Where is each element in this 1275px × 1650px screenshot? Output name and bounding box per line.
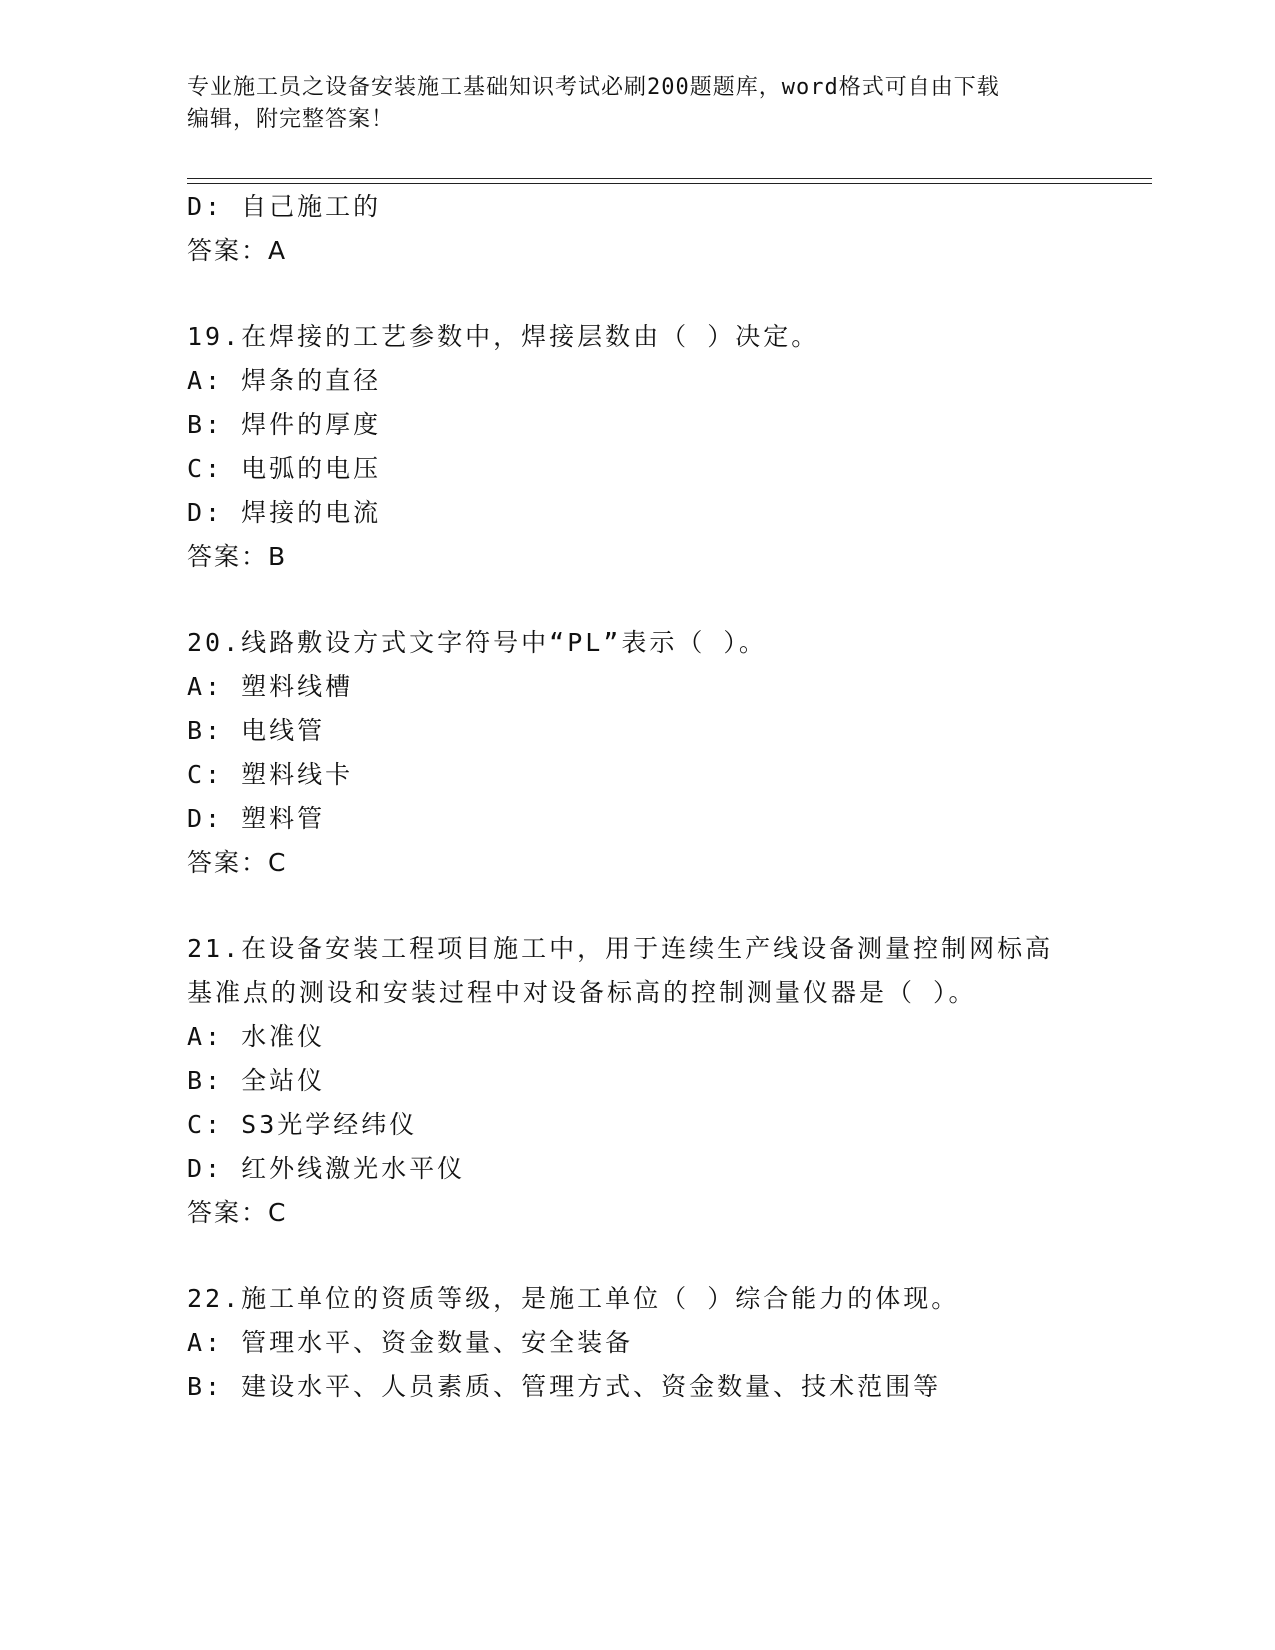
q21-option-b: B: 全站仪	[187, 1066, 326, 1095]
q19-option-a: A: 焊条的直径	[187, 366, 382, 395]
q20-option-a: A: 塑料线槽	[187, 672, 354, 701]
q20-option-d: D: 塑料管	[187, 804, 326, 833]
document-header	[187, 72, 1087, 136]
q20-question: 20.线路敷设方式文字符号中“PL”表示（ ）。	[187, 628, 767, 657]
q19-option-c: C: 电弧的电压	[187, 454, 382, 483]
q22-question: 22.施工单位的资质等级，是施工单位（ ）综合能力的体现。	[187, 1284, 960, 1313]
q20-option-b: B: 电线管	[187, 716, 326, 745]
q21-option-d: D: 红外线激光水平仪	[187, 1154, 466, 1183]
q20-option-c: C: 塑料线卡	[187, 760, 354, 789]
q19-option-d: D: 焊接的电流	[187, 498, 382, 527]
q21-question-line2: 基准点的测设和安装过程中对设备标高的控制测量仪器是（ ）。	[187, 978, 977, 1007]
q21-answer: 答案：C	[187, 1198, 288, 1227]
q22-option-a: A: 管理水平、资金数量、安全装备	[187, 1328, 634, 1357]
prev-answer: 答案：A	[187, 236, 288, 265]
q21-option-a: A: 水准仪	[187, 1022, 326, 1051]
q22-option-b: B: 建设水平、人员素质、管理方式、资金数量、技术范围等	[187, 1372, 942, 1401]
q21-option-c: C: S3光学经纬仪	[187, 1110, 418, 1139]
q21-question-line1: 21.在设备安装工程项目施工中，用于连续生产线设备测量控制网标高	[187, 934, 1054, 963]
q19-answer: 答案：B	[187, 542, 288, 571]
q19-option-b: B: 焊件的厚度	[187, 410, 382, 439]
q19-question: 19.在焊接的工艺参数中，焊接层数由（ ）决定。	[187, 322, 820, 351]
header-title-line2: 编辑，附完整答案！	[187, 107, 395, 132]
prev-option-d: D: 自己施工的	[187, 192, 382, 221]
header-divider-bottom	[187, 183, 1152, 184]
header-divider-top	[187, 178, 1152, 179]
q20-answer: 答案：C	[187, 848, 288, 877]
header-title-line1: 专业施工员之设备安装施工基础知识考试必刷200题题库，word格式可自由下载	[187, 75, 1000, 100]
